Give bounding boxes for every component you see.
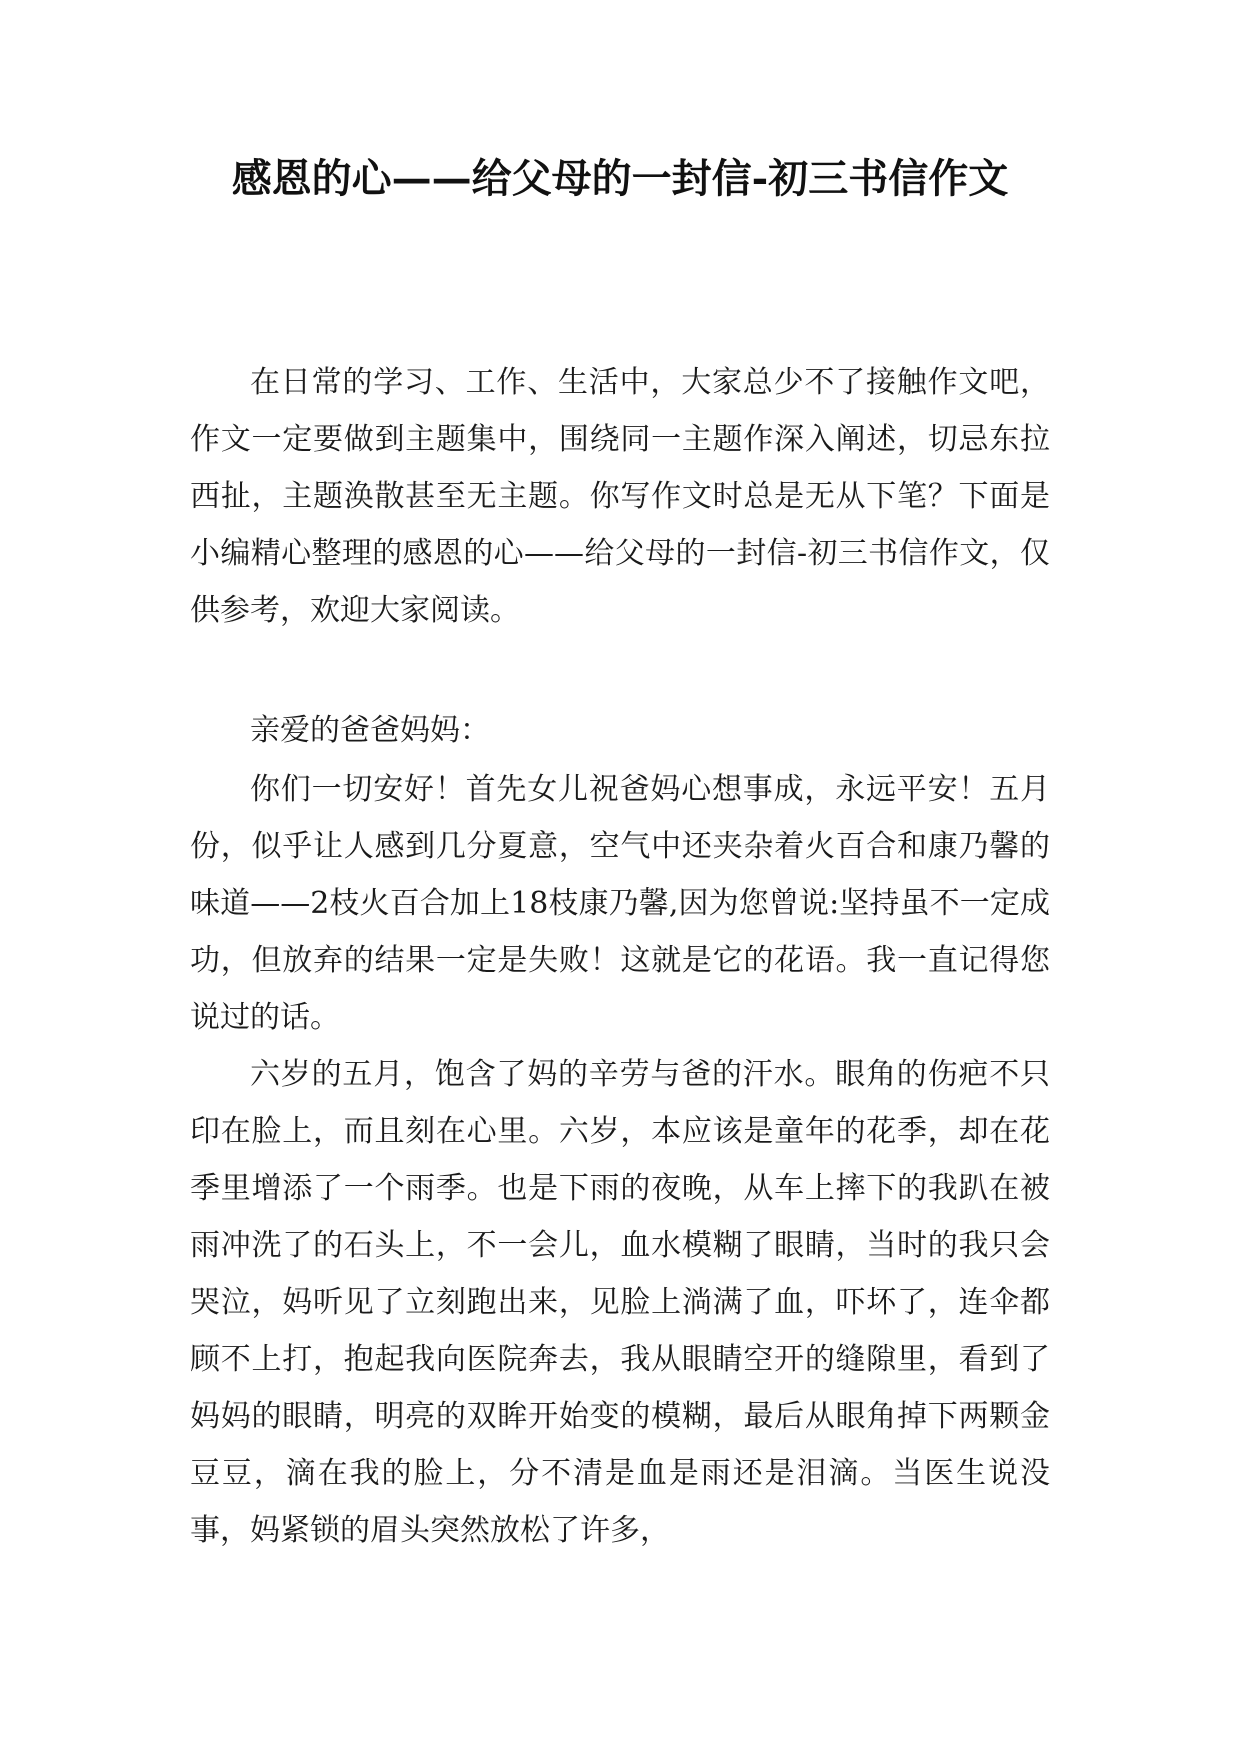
intro-paragraph: 在日常的学习、工作、生活中，大家总少不了接触作文吧，作文一定要做到主题集中，围绕同一主题作深入阐述，切忌东拉西扯，主题涣散甚至无主题。你写作文时总是无从下笔？下面是小编精心整理的感恩的心——给父母的一封信-初三书信作文，仅供参考，欢迎大家阅读。 [190, 365, 1050, 628]
letter-paragraph-1: 你们一切安好！首先女儿祝爸妈心想事成，永远平安！五月份，似乎让人感到几分夏意，空气中还夹杂着火百合和康乃馨的味道——2枝火百合加上18枝康乃馨,因为您曾说:坚持虽不一定成功，但放弃的结果一定是失败！这就是它的花语。我一直记得您说过的话。 [190, 772, 1050, 1035]
intro-section [190, 354, 1050, 639]
document-title: 感恩的心——给父母的一封信-初三书信作文 [231, 155, 1009, 202]
letter-salutation: 亲爱的爸爸妈妈： [250, 713, 490, 748]
letter-section [190, 702, 1050, 1559]
letter-paragraph-2: 六岁的五月，饱含了妈的辛劳与爸的汗水。眼角的伤疤不只印在脸上，而且刻在心里。六岁，本应该是童年的花季，却在花季里增添了一个雨季。也是下雨的夜晚，从车上摔下的我趴在被雨冲洗了的石头上，不一会儿，血水模糊了眼睛，当时的我只会哭泣，妈听见了立刻跑出来，见脸上淌满了血，吓坏了，连伞都顾不上打，抱起我向医院奔去，我从眼睛空开的缝隙里，看到了妈妈的眼睛，明亮的双眸开始变的模糊，最后从眼角掉下两颗金豆豆，滴在我的脸上，分不清是血是雨还是泪滴。当医生说没事，妈紧锁的眉头突然放松了许多， [190, 1057, 1050, 1548]
